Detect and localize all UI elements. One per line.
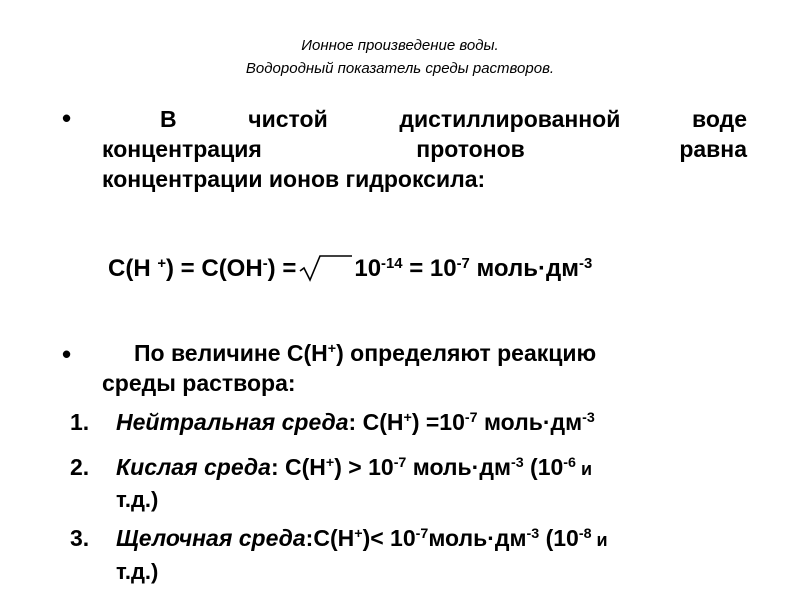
list-item-pow: -7 — [464, 410, 478, 427]
slide-title — [0, 34, 800, 80]
bullet-1-line-3: концентрации ионов гидроксила: — [102, 166, 486, 192]
list-item-unit: моль·дм — [477, 409, 583, 435]
list-item-unit: моль·дм — [406, 454, 511, 480]
list-item-expr: С(Н — [313, 525, 355, 551]
square-root-icon — [296, 252, 354, 282]
formula-unit: моль·дм — [469, 255, 579, 282]
bullet-1-text — [102, 104, 747, 194]
formula-mid-sup: - — [262, 255, 268, 272]
formula-lhs: С(Н — [108, 255, 158, 282]
slide-title-line-2: Водородный показатель среды растворов. — [245, 60, 555, 77]
list-item-term: Щелочная среда — [116, 525, 306, 551]
bullet-2-line-1-sup: + — [327, 341, 337, 358]
bullet-1-line-1: В чистой дистиллированной воде — [160, 106, 747, 132]
list-item-extra-sup: -8 — [578, 526, 592, 543]
list-item-number: 3. — [70, 525, 90, 551]
formula-lhs-sup: + — [157, 255, 167, 272]
list-item-pow: -7 — [415, 526, 429, 543]
list-item — [70, 407, 595, 438]
slide-title-line-1: Ионное произведение воды. — [301, 37, 499, 54]
formula-val2-sup: -7 — [456, 255, 470, 272]
bullet-2-marker: • — [62, 339, 72, 369]
list-item-pow: -7 — [393, 455, 407, 472]
formula-eq: = 10 — [402, 255, 457, 282]
list-item-extra: (10 — [523, 454, 564, 480]
bullet-1-line-2: концентрация протонов равна — [102, 136, 747, 162]
formula-mid-end: ) = — [267, 255, 297, 282]
list-item-unit-sup: -3 — [582, 410, 595, 427]
list-item-expr: С(Н — [285, 454, 326, 480]
bullet-2-line-1-a: По величине С(Н — [134, 340, 328, 366]
list-item-unit: моль·дм — [428, 525, 527, 551]
list-item-expr-sup: + — [325, 455, 335, 472]
list-item-term: Кислая среда — [116, 454, 271, 480]
formula-val1: 10 — [354, 255, 382, 282]
formula-mid: ) = С(ОН — [166, 255, 263, 282]
list-item-colon: : — [305, 525, 314, 551]
formula-val1-sup: -14 — [381, 255, 403, 272]
list-item-unit-sup: -3 — [526, 526, 540, 543]
list-item-rel: ) =10 — [411, 409, 465, 435]
list-item-extra-sup: -6 — [563, 455, 576, 472]
list-item-continuation: т.д.) — [116, 559, 159, 584]
list-item-number: 2. — [70, 454, 90, 480]
list-item-rel: )< 10 — [362, 525, 416, 551]
list-item-expr-sup: + — [403, 410, 412, 427]
list-item-extra-tail: и — [575, 459, 593, 479]
bullet-2-line-1-b: ) определяют реакцию — [336, 340, 597, 366]
formula-unit-sup: -3 — [578, 255, 593, 272]
list-item-rel: ) > 10 — [334, 454, 394, 480]
bullet-1-marker: • — [62, 103, 72, 133]
list-item — [70, 523, 608, 556]
list-item-number: 1. — [70, 409, 90, 435]
list-item — [70, 452, 592, 485]
list-item-colon: : — [348, 409, 363, 435]
bullet-2-line-2: среды раствора: — [102, 370, 296, 396]
list-item-expr-sup: + — [354, 526, 363, 543]
water-ion-product-formula — [108, 252, 592, 284]
bullet-2-line-1 — [102, 338, 762, 368]
list-item-unit-sup: -3 — [510, 455, 524, 472]
list-item-continuation: т.д.) — [116, 487, 159, 512]
list-item-extra-tail: и — [591, 530, 608, 550]
list-item-colon: : — [270, 454, 285, 480]
list-item-term: Нейтральная среда — [116, 409, 349, 435]
list-item-extra: (10 — [539, 525, 579, 551]
bullet-2-text — [102, 338, 762, 398]
list-item-expr: С(Н — [362, 409, 404, 435]
